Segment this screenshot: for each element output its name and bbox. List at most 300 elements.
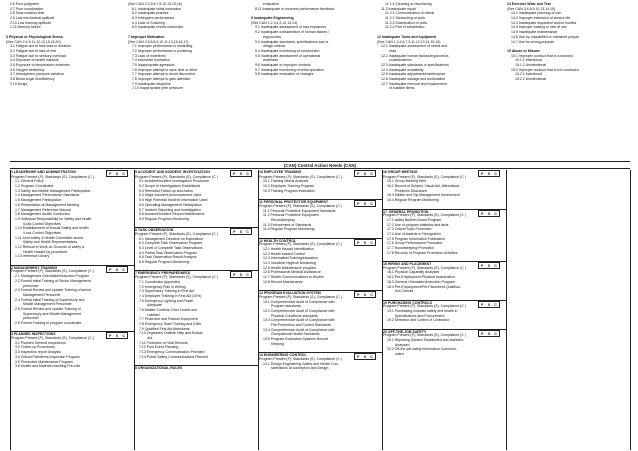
psc-s-label: S <box>115 267 119 272</box>
program-status-line: Program Present (P), Standards (S), Compliance (C ) <box>259 174 342 179</box>
psc-s-label: S <box>363 355 367 360</box>
can-item: Physical Conditions standards <box>271 313 318 318</box>
can-item: 6.5 Task Observation Result Analysis <box>139 255 197 260</box>
list-item: 7.10 Inappropriate peer pressure <box>132 86 183 91</box>
list-item: 9.4 Inadequate monitoring of construction <box>255 48 320 53</box>
psc-p-label: P <box>109 267 112 272</box>
list-item: 7.3 Lack of incentives <box>132 53 166 58</box>
can-item: 1.7 Management Reference Manual <box>15 207 71 212</box>
can-banner: (CAN) Control Action Needs (CAN) <box>10 161 630 169</box>
can-item: 1.4 Management Performance Standards <box>15 193 80 198</box>
can-item: 7.3 Supervisory Training in First Aid <box>139 289 195 294</box>
can-column-2 <box>135 170 259 450</box>
can-item: 12.3 Information/Training/education <box>263 256 318 261</box>
program-status-line: Program Present (P), Standards (S), Compliance (C ) <box>259 242 342 247</box>
can-item: 17.8 Records of Program Promotion Activities <box>387 250 458 255</box>
list-item: 12.3 Inadequate standards or specifications <box>381 62 449 67</box>
can-item: 3.1 Planned General Inspections <box>15 340 66 345</box>
list-item: 15.1.2 Unintentional <box>515 62 547 67</box>
can-item: Analyzed <box>395 342 410 347</box>
can-item: 18.1 Physical Capability Analyses <box>387 270 440 275</box>
list-item: 7.9 Inadequate discipline <box>132 81 171 86</box>
can-item: 14.1 Design Engineering Safety and Health Con- <box>263 361 339 366</box>
list-item: 9.5 Inadequate assessment of operational <box>255 53 321 58</box>
can-item <box>383 255 506 260</box>
list-item: 11.2.2 Scheduling of work <box>385 16 426 21</box>
can-item: Supervisory and Middle Management <box>23 311 81 316</box>
list-item: 14.7 Use for wrong purpose <box>511 39 555 44</box>
psc-p-label: P <box>481 172 484 176</box>
psc-s-label: S <box>487 331 491 336</box>
psc-s-label: S <box>363 202 367 207</box>
psc-c-label: C <box>122 172 125 176</box>
section-heading: 14 Exercise Wear and Tear <box>507 2 552 6</box>
can-item: 17.1 safety Bulletin Board Program <box>387 217 442 222</box>
list-item: 9.2 Inadequate consideration of human factors / <box>255 30 330 35</box>
can-item: 13.5 Program Evaluation Systems Record <box>263 337 329 342</box>
can-column-4 <box>383 170 507 450</box>
list-item: 7.1 Improper performance is rewarding <box>132 44 193 49</box>
psc-s-label: S <box>487 172 491 176</box>
can-item: 6.3 Level of Complete Task Observations <box>139 246 203 250</box>
psc-s-label: S <box>363 240 367 245</box>
can-item: 19.2 Selection and Control of Contractor <box>387 318 450 323</box>
can-item <box>383 203 506 208</box>
can-item: 7.12 Post Event Planning <box>139 345 179 350</box>
can-item: 3.6 Mobile and Material-Handling Pre-Use <box>15 364 81 369</box>
can-section-heading: 17. GENERAL PROMOTION P S C <box>383 209 506 214</box>
can-item: 16.2 Record of Subject, Visual Aid, Attendance, <box>387 184 461 189</box>
can-item <box>383 294 506 299</box>
psc-p-label: P <box>357 355 360 360</box>
list-item: 2.7 Poor coordination <box>10 6 44 11</box>
can-item: 12.2 Health hazard Control <box>263 251 305 256</box>
can-item: Program standards <box>271 304 301 309</box>
list-item: 11.2.3 Examination of units <box>385 20 427 25</box>
can-item: 3.5 Preventive Maintenance Program <box>15 359 73 364</box>
program-status-line: Program Present (P), Standards (S), Compliance (C ) <box>383 304 466 309</box>
can-item: 7.14 Public Safety Communications Planned <box>139 354 209 359</box>
psc-s-label: S <box>115 172 119 176</box>
psc-c-label: C <box>246 273 249 278</box>
list-item: evaluation <box>263 2 279 6</box>
psc-s-label: S <box>239 230 243 235</box>
can-item: 5.5 High Potential Incident Information Used <box>139 198 208 203</box>
can-item: Management Personnel <box>23 292 61 297</box>
list-item: 6.3 Infrequent performance <box>132 16 175 21</box>
list-item: 11.2.3 Part of substitution <box>385 25 425 30</box>
can-item: 7.10 Organized Outside Help and Mutual <box>139 331 203 336</box>
psc-c-label: C <box>122 267 125 272</box>
list-item: 12.1 Inadequate assessment of needs and <box>381 44 448 49</box>
can-item: 1.11 Joint safety & Health Committee and/or <box>15 235 84 240</box>
psc-s-label: S <box>239 273 243 278</box>
list-item: (See CAN 2,4,5,6,7,8,10,13,15,16) <box>128 2 182 6</box>
can-item <box>259 232 382 237</box>
psc-c-label: C <box>370 172 373 176</box>
psc-c-label: C <box>370 240 373 245</box>
list-item: 7.5 Inappropriate agression <box>132 62 175 67</box>
can-item: 16.4 Regular Program Monitoring <box>387 198 439 203</box>
can-item: 10.1 Training Needs Analysis <box>263 179 309 184</box>
can-item: 5.1 Accident/Incident Investigation Procedure <box>139 179 210 184</box>
psc-s-label: S <box>487 264 491 269</box>
program-status-line: Program Present (P), Standards (S), Compliance (C ) <box>135 231 218 236</box>
psc-c-label: C <box>370 293 373 298</box>
list-item: 3.4 Exposure to health hazards <box>10 58 59 63</box>
psc-p-label: P <box>481 264 484 269</box>
list-item: 11.1.4 Cleaning or resurfacing <box>385 2 432 6</box>
can-item: 1.2 Program Coordinator <box>15 184 54 189</box>
psc-c-label: C <box>494 302 497 307</box>
can-item: 7.4 Employee Training in First Aid (10%) <box>139 293 202 298</box>
can-item: 12.6 Professional Medical Assistance <box>263 270 321 275</box>
can-item: 13.4 Comprehensive Audit of Compliance with <box>263 327 335 332</box>
list-item: 9.6 Inadequate or improper controls <box>255 62 311 67</box>
psc-p-label: P <box>233 273 236 278</box>
list-item: 3.7 Atmospheric pressure variation <box>10 72 64 77</box>
program-status-line: Program Present (P), Standards (S), Compliance (C ) <box>383 174 466 179</box>
list-item: 12.4 Inadequate availability <box>381 67 424 72</box>
can-section-heading: 6 TASK OBSERVATION P S C <box>135 227 258 232</box>
can-item: Fire Prevention and Control Standards <box>271 323 331 327</box>
psc-c-label: C <box>494 211 497 216</box>
list-item: 14.5 Inadequate maintenance <box>511 30 558 35</box>
can-item: 7.6 Master Controls Color Coded and <box>139 307 197 312</box>
program-status-line: Program Present (P), Standards (S), Compliance (C ) <box>135 275 218 280</box>
can-item: 2.5 Formal Review and Update Training of <box>15 306 81 311</box>
can-item: 1.13 reference Library <box>15 254 50 259</box>
can-item: 1.1 General Policy <box>15 179 44 184</box>
can-item: Specifications and Procurement <box>395 313 445 318</box>
can-item: 17.4 Use of Awards or Recognition <box>387 231 441 236</box>
can-column-5 <box>507 170 631 450</box>
psc-p-label: P <box>357 240 360 245</box>
can-item: 11.2 Personal Protective Equipment <box>263 213 319 218</box>
program-status-line: Program Present (P), Standards (S), Compliance (C ) <box>383 213 466 218</box>
psc-s-label: S <box>363 172 367 176</box>
section-heading: 3 Physical or Physiological Stress <box>6 34 63 39</box>
can-item: 12.7 Health Communications to Worker <box>263 275 325 280</box>
list-item: 3.10 Drugs <box>10 81 28 86</box>
list-item: 14.3 Inadequate inspection and/or monitor <box>511 20 577 25</box>
can-item: 7.8 Emergency Team Training and Drills <box>139 322 201 326</box>
list-item: 2.9 Low mechanical aptitude <box>10 16 55 21</box>
psc-s-label: S <box>487 211 491 216</box>
can-item: 12.8 Record Maintenance <box>263 279 304 284</box>
list-item: 11.2 Inadequate repair <box>381 6 416 11</box>
can-item: 5.6 Operating Management Participation <box>139 202 202 207</box>
list-item: 3.5 Exposure to temperature extremes <box>10 62 70 67</box>
list-item: 7.7 Improper attempt to avoid discomfort <box>132 72 195 77</box>
list-item: (See CAN 2,5,6,8,9,10,11,13,15,16,17) <box>128 39 189 44</box>
list-item: 15.1.1 Intentional <box>515 58 542 63</box>
can-item: Adequate <box>147 303 162 308</box>
can-item: /Loss Control Objectives <box>23 221 61 226</box>
can-item: 20.2 Off-the-job safety information Communi- <box>387 347 457 352</box>
list-item: ergonomics <box>263 34 282 39</box>
list-item: 12.7 Inadequate removal and replacement <box>381 81 447 86</box>
list-item: 12.2 Inadequate human factors/ergonomics <box>381 53 449 58</box>
can-item: 13.2 Comprehensive Audit of Compliance with <box>263 308 335 313</box>
program-status-line: Program Present (P), Standards (S), Compliance (C ) <box>383 333 466 338</box>
psc-s-label: S <box>115 334 119 339</box>
psc-s-label: S <box>239 172 243 176</box>
can-item: personnel <box>23 283 39 288</box>
top-section <box>0 0 638 160</box>
can-section-heading: 3 PLANNED INSPECTIONS P S C <box>11 331 134 336</box>
program-status-line: Program Present (P), Standards (S), Compliance (C ) <box>11 174 94 179</box>
section-heading: 12 Inadequate Tools and equipment <box>377 34 437 39</box>
list-item: (See CAN 3,4,8,9,10,13,14,15) <box>507 6 556 11</box>
can-item: 1.3 Safety and Middle Management Participation <box>15 188 91 193</box>
psc-c-label: C <box>370 202 373 207</box>
top-column-3 <box>251 2 334 77</box>
can-item <box>383 323 506 328</box>
can-item: 1.9 Individual Responsibility for Safety and health <box>15 216 92 221</box>
can-item: tion Checks <box>395 289 414 294</box>
can-section-heading: 12 HEALTH CONTROL P S C <box>259 238 382 243</box>
program-status-line: Program Present (P), Standards (S), Compliance (C ) <box>259 356 342 361</box>
list-item: 9.8 Inadequate evaluation of changes <box>255 72 314 77</box>
can-item: 18.3 General Orientation/Induction Program <box>387 279 455 284</box>
can-item: 7.1 Coordinator Appointed <box>139 279 180 284</box>
psc-c-label: C <box>370 355 373 360</box>
can-item: Keeping <box>271 341 284 346</box>
can-item: 7.2 emergency Plan in Writing <box>139 284 186 289</box>
can-item: 6.1 Management Directive on Importance <box>139 236 204 241</box>
list-item: 2.6 Poor judgment <box>10 2 39 6</box>
can-item: 12.4 Industrial Hygiene Monitoring <box>263 261 317 266</box>
can-item: 18.2 Pre-Employment Physical examination <box>387 275 455 280</box>
can-item: 5.2 Scope of Investigations Established <box>139 184 201 189</box>
can-item: 17.6 Group Performance Promotion <box>387 241 443 246</box>
can-section-heading: 18 HIRING AND PLACEMENT P S C <box>383 261 506 266</box>
can-item: 11.1 Personal Protective Equipment Standards <box>263 208 336 213</box>
program-status-line: Program Present (P), Standards (S), Compliance (C ) <box>135 174 218 179</box>
can-item: 7.5 Emergency Lighting and Power <box>139 298 194 303</box>
can-item: 16.3 Middle and Top Management Involvement <box>387 193 460 198</box>
can-grid <box>10 170 630 450</box>
list-item: 2.11 Memory failure <box>10 25 41 30</box>
list-item: 12.5 Inadequate adjustment/maintenance <box>381 72 446 77</box>
can-item: 17.7 Housekeeping Promotion <box>387 246 435 250</box>
can-item: 3.2 Follow-up Procedures <box>15 345 55 350</box>
can-section-heading: 5 ACCIDENT AND INCIDENT INVESTIGATION P S C <box>135 170 258 175</box>
program-status-line: Program Present (P), Standards (S), Compliance (C ) <box>259 294 342 299</box>
can-section-heading: 8 ORGANIZATIONAL RULES <box>135 365 258 370</box>
program-status-line: Program Present (P), Standards (S), Compliance (C ) <box>383 265 466 270</box>
psc-c-label: C <box>122 334 125 339</box>
can-item: 3.3 Inspection report Analysis <box>15 350 61 355</box>
can-item: 1.8 Management Audits Conducted <box>15 212 70 217</box>
can-item: 2.2 Formal Initial Training of Senior Management <box>15 278 91 283</box>
can-item: Occupational Health Standards <box>271 332 320 337</box>
can-section-heading: 16 GROUP MEETING P S C <box>383 170 506 175</box>
list-item: (See CAN 2,4,9,11,12,13,15,16,20) <box>6 39 61 44</box>
can-item: 17.5 Program Information Publication <box>387 236 445 241</box>
list-item: 9.7 Inadequate monitoring of initial operation <box>255 67 325 72</box>
list-item: 11.2.1 Communication of needs <box>385 11 435 16</box>
can-item: 2.6 Formal Training of program coordinator <box>15 321 82 325</box>
list-item: 6.1 Inadequate initial instruction <box>132 6 182 11</box>
can-column-3 <box>259 170 383 450</box>
can-item <box>135 265 258 270</box>
can-item: 5.7 Incident Reporting and Investigation <box>139 207 201 212</box>
list-item: (See CAN 1,2,3,4,9,12,13,14) <box>251 20 298 25</box>
can-item: 2.1 Management Orientation/Induction Program <box>15 274 89 279</box>
list-item: 15.2.1 Intentional <box>515 72 542 77</box>
can-item: 1.6 Presentation at Management Meeting <box>15 202 80 207</box>
list-item: 14.4 Improper loading or rate of use <box>511 25 567 30</box>
program-status-line: Program Present (P), Standards (S), Compliance (C ) <box>259 203 342 208</box>
list-item: 3.3 Fatigue due to sensory overload <box>10 53 66 58</box>
list-item: 6.4 Lack of Coaching <box>132 20 165 25</box>
list-item: 7.2 Improper performance is punishing <box>132 48 192 53</box>
program-status-line: Program Present (P), Standards (S), Compliance (C ) <box>11 336 94 341</box>
top-column-2 <box>128 2 197 91</box>
can-item: 5.9 Regular Program Monitoring <box>139 216 189 221</box>
can-item: 10.3 Training Program evaluation <box>263 188 315 193</box>
psc-p-label: P <box>357 172 360 176</box>
section-heading: 15 Abuse or Misuse <box>507 48 540 53</box>
list-item: 3.8 Blood sugar insufficiency <box>10 77 55 81</box>
list-item: 3.2 Fatigue due to lack of rest <box>10 48 57 53</box>
can-item: Problems Discussed <box>395 188 427 193</box>
list-item: 12.6 Inadequate salvage and reclamation <box>381 77 446 81</box>
list-item: 3.1 Fatigue due to task load or duration <box>10 44 71 49</box>
can-item: 7.7 Protective and Rescue Equipment <box>139 317 198 322</box>
can-item: 17.2 Use of program statistics and facts <box>387 222 449 227</box>
psc-p-label: P <box>233 172 236 176</box>
can-item <box>135 222 258 227</box>
list-item: of suitable items <box>389 86 415 91</box>
can-section-heading: 20 OFF-THE-JOB SAFETY P S C <box>383 329 506 334</box>
can-item <box>259 346 382 351</box>
top-column-5 <box>507 2 579 82</box>
can-item: 18.4 Pre-Employment/Pre-Placement Qualifica- <box>387 284 461 289</box>
list-item: 9.3 Inadequate standards, specifications and or <box>255 39 329 44</box>
psc-p-label: P <box>357 202 360 207</box>
section-heading: 7 Improper Motivation <box>128 34 165 39</box>
psc-p-label: P <box>109 172 112 176</box>
psc-p-label: P <box>357 293 360 298</box>
can-item: 2.4 Formal Initial Training of Supervisory and <box>15 297 85 302</box>
psc-c-label: C <box>246 172 249 176</box>
can-section-heading: 1 LEADERSHIP AND ADMINISTRATION P S C <box>11 170 134 175</box>
psc-c-label: C <box>494 331 497 336</box>
top-column-1 <box>6 2 71 86</box>
list-item: 7.4 excessive frustration <box>132 58 170 63</box>
can-item: 20.1 Reporting System Established and statistics, <box>387 338 464 343</box>
can-item: 13.3 Comprehensive Audit of Compliance with <box>263 318 335 323</box>
can-item: Health Hazard (s) procedure <box>23 249 68 254</box>
can-item: 7.11 Protection of Vital Records <box>139 340 188 345</box>
can-item: 17.3 Critical Topic Promotion <box>387 227 432 232</box>
can-section-heading: 19 PURCHASING CONTROLS P S C <box>383 300 506 305</box>
list-item: 15.2.2 Unintentional <box>515 77 547 81</box>
list-item: 2.10 Low learning aptitude <box>10 20 52 25</box>
list-item: 14.6 Use by unqualified or untrained people <box>511 34 579 39</box>
psc-s-label: S <box>487 302 491 307</box>
list-item: 14.1 Inadequate planning of use <box>511 11 562 16</box>
psc-p-label: P <box>481 211 484 216</box>
psc-p-label: P <box>481 302 484 307</box>
can-item: 1.10 Establishment of Annual Safety and health <box>15 226 89 231</box>
can-section-heading: 13 PROGRAM EVALUATION SYSTEM P S C <box>259 290 382 295</box>
can-section-heading: 14 ENGINEERING CONTROL P S C <box>259 352 382 357</box>
can-item: Middle Management Personnel <box>23 302 72 307</box>
can-item: 3.4 Critical Part/Items Inspection Program <box>15 354 80 359</box>
can-item: 1.12 Refusal to Work on Grounds of safety & <box>15 245 85 249</box>
can-item: 11.4 Regular Program Monitoring <box>263 227 315 232</box>
list-item: 14.2 Improper extension of service life <box>511 16 571 21</box>
can-item: personnel <box>23 316 39 321</box>
psc-p-label: P <box>233 230 236 235</box>
can-item: Safety and Health Representatives <box>23 240 78 245</box>
section-heading: 9 Inadequate Engineering <box>251 16 294 21</box>
can-item: Recordkeeping <box>271 217 295 222</box>
list-item: 7.6 Improper attempt to save time or effort <box>132 67 198 72</box>
can-section-heading: 11 PERSONAL PROTECTIVE EQUIPMENT P S C <box>259 199 382 204</box>
can-item: 12.5 Health Maintenance program <box>263 265 316 270</box>
can-item <box>11 259 134 264</box>
can-item: 6.4 Partial Task Observation Program <box>139 250 198 255</box>
can-item: Labeled <box>147 312 160 317</box>
list-item: 6.2 Inadequate practice <box>132 11 169 16</box>
can-item: siderations at conception and Design <box>271 366 329 371</box>
list-item: (See CAN 1,3,4,6,7,9,11,12,13,14,15,16) <box>377 39 441 44</box>
can-item <box>259 285 382 290</box>
list-item: 15.2 Improper conduct that is not condoned <box>511 67 579 72</box>
can-item: 5.3 Remedial Follow-up and Action <box>139 188 194 193</box>
can-item: 7.9 Qualified First Aid Attendants <box>139 326 190 331</box>
can-item: 2.3 Formal Review and Update Training of senior <box>15 288 92 293</box>
can-item <box>135 360 258 365</box>
can-column-1 <box>11 170 135 450</box>
list-item: 8.11 Inadequate or incorrect performance feedback <box>255 6 335 11</box>
list-item: 15.1 Improper conduct that is condoned <box>511 53 573 58</box>
psc-p-label: P <box>109 334 112 339</box>
list-item: design criteria <box>263 44 285 49</box>
list-item: 2.8 Slow reaction time <box>10 11 45 16</box>
can-item <box>259 193 382 198</box>
list-item: 9.1 Inadequate assessment of loss exposures <box>255 25 327 30</box>
can-item: /Loss Control Objectives <box>23 230 61 235</box>
top-column-4 <box>377 2 449 91</box>
can-item: 5.4 Major Accident Announcement Used <box>139 193 202 198</box>
program-status-line: Program Present (P), Standards (S), Compliance (C ) <box>11 269 94 274</box>
psc-s-label: S <box>363 293 367 298</box>
can-item: 5.8 Accident/Incident Record Maintenance <box>139 212 205 217</box>
can-item: cated <box>395 352 404 357</box>
can-item: Aid <box>147 336 153 341</box>
psc-c-label: C <box>494 264 497 269</box>
list-item: readiness <box>263 58 279 63</box>
list-item: 3.6 Oxygen deficiency <box>10 67 45 72</box>
can-item: 13.1 Comprehensive Audit of Compliance with <box>263 299 335 304</box>
can-item: 7.13 Emergency Communication Provided <box>139 350 205 355</box>
can-item: 16.1 Group Meeting Held <box>387 179 427 184</box>
psc-c-label: C <box>246 230 249 235</box>
can-section-heading: 7 EMERGENCY PREPAREDNESS P S C <box>135 270 258 275</box>
can-item: 6.6 Regular Program Monitoring <box>139 260 189 265</box>
can-item <box>11 326 134 331</box>
list-item: 7.8 Improper attempt to gain attention <box>132 77 191 81</box>
psc-c-label: C <box>494 172 497 176</box>
list-item: risks <box>389 48 397 53</box>
can-item: 6.2 Complete Task Observation Program <box>139 241 203 246</box>
